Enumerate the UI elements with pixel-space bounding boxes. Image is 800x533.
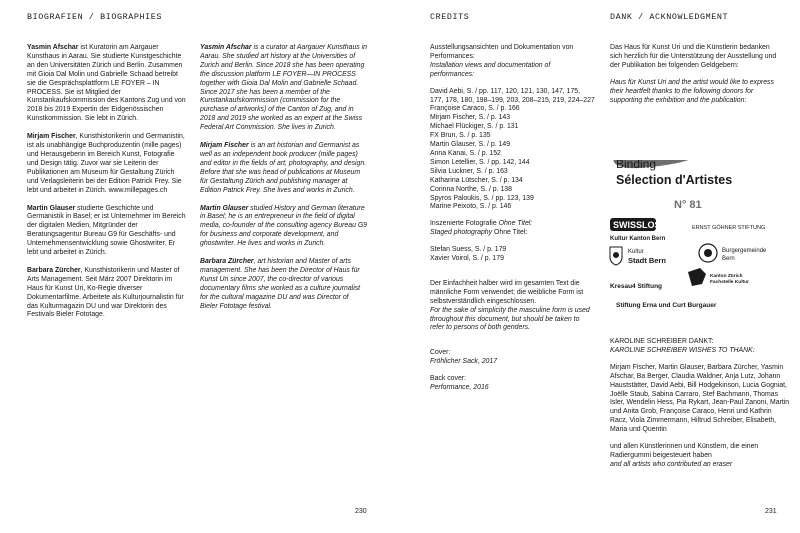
bio-de-zuercher: Barbara Zürcher, Kunsthistorikerin und Master of Arts Management. Seit März 2007 Direktorin im Haus für Kunst Uri, Ko-Regie diverser Dokumentarfilme. Arbeitete als Kulturjournalistin für das Kulturmagazin DU und war Direktorin des Festivals Bieler Fototage. xyxy=(27,266,184,319)
cover-value: Fröhlicher Sack, 2017 xyxy=(430,358,498,366)
bio-en-glauser: Martin Glauser studied History and German literature in Basel; he is an entrepreneur in the field of digital media, co-founder of the consulting agency Bureau G9 for business and corporate development, and ghostwriter. He lives and works in Zurich. xyxy=(200,204,368,248)
credit-entry: Katharina Lütscher, S. / p. 134 xyxy=(430,176,523,184)
biographies-heading: BIOGRAFIEN / BIOGRAPHIES xyxy=(27,12,163,22)
thanks-people xyxy=(610,338,790,470)
credit-entry: FX Brun, S. / p. 135 xyxy=(430,132,491,140)
thanks-intro-de: Das Haus für Kunst Uri und die Künstlerin bedanken sich herzlich für die Unterstützung der Ausstellung und der Publikation bei folgenden Geldgebern: xyxy=(610,44,777,69)
biographies-english-column xyxy=(200,44,368,320)
donor-logos xyxy=(608,160,793,325)
bio-de-afschar: Yasmin Afschar ist Kuratorin am Aargauer Kunsthaus in Aarau. Sie studierte Kunstgeschichte an den Universitäten Zürich und Berlin. Zusammen mit Gioia Dal Molin und Gabrielle Schaad betreibt sie die Gesprächsplattform LE FOYER – IN PROCESS. Sie ist Mitglied der Kunstankaufskommission des Kantons Zug und von 2018 bis 2019 Expertin der Eidgenössischen Kunstkommission. Sie lebt in Zürich. xyxy=(27,44,186,123)
biographies-german-column xyxy=(27,44,187,329)
kultur-label: Kultur xyxy=(628,249,644,255)
karoline-thanks-de: KAROLINE SCHREIBER DANKT: xyxy=(610,338,714,345)
thanks-names: Mirjam Fischer, Martin Glauser, Barbara Zürcher, Yasmin Afschar, Ba Berger, Claudia Waldner, Anja Lutz, Johann Hauststätter, David Aebi, Bill Hodgekinson, Lucia Gogniat, Joëlle Staub, Sabina Carraro, Stef Bachmann, Thomas Isler, Wendelin Hess, Pia Rykart, Jean-Paul Zanoni, Martin und Anita Grob, Françoise Caraco, Henri und Kathrin Racz, Viola Zimmermann, Hiltrud Schreiber, Elisabeth, Maria und Quentin xyxy=(610,363,790,434)
kanton-zurich-lion-icon xyxy=(688,268,706,286)
back-cover-label: Back cover: xyxy=(430,375,466,383)
credit-entry: Silvia Luckner, S. / p. 163 xyxy=(430,167,508,175)
fachstelle-kultur-label: Fachstelle Kultur xyxy=(710,280,749,285)
bio-en-zuercher: Barbara Zürcher, art historian and Master of arts management. She has been the Director of Haus für Kunst Uri since 2007, the co-director of various documentary films she worked as a culture journalist for the cultural magazine DU and was Director of Bieler Fototage festival. xyxy=(200,258,361,310)
back-cover-value: Performance, 2016 xyxy=(430,384,489,392)
bio-de-fischer: Mirjam Fischer, Kunsthistorikerin und Germanistin, ist als unabhängige Buchproduzentin (mille pages) und Herausgeberin im Bereich Kunst, Fotografie und Design tätig. Zuvor war sie Leiterin der Publikationen am Museum für Gestaltung Zürich und Verlagsleiterin bei der Edition Patrick Frey. Sie lebt und arbeitet in Zürich. www.millepages.ch xyxy=(27,133,185,194)
selection-logo-text: Sélection d'Artistes xyxy=(616,173,733,187)
karoline-thanks-en: KAROLINE SCHREIBER WISHES TO THANK: xyxy=(610,346,755,354)
bio-de-glauser: Martin Glauser studierte Geschichte und Germanistik in Basel; er ist Unternehmer im Bereich der digitalen Medien, Mitgründer der Beratungsagentur Bureau G9 für Geschäfts- und Unternehmensentwicklung sowie Ghostwriter. Er lebt und arbeitet in Zürich. xyxy=(27,204,186,257)
goehner-logo-text: ERNST GÖHNER STIFTUNG xyxy=(692,225,766,231)
burgergemeinde-bern-label: Bern xyxy=(722,256,735,262)
credit-entry: Michael Flückiger, S. / p. 131 xyxy=(430,123,519,131)
kanton-zurich-label: Kanton Zürich xyxy=(710,274,743,279)
page-number-right: 231 xyxy=(765,508,777,515)
thanks-intro xyxy=(610,44,780,105)
staged-photography-de: Inszenierte Fotografie Ohne Titel: xyxy=(430,220,533,228)
gender-note-de: Der Einfachheit halber wird im gesamten Text die männliche Form verwendet; die weibliche Form ist selbstverständlich eingeschlossen. xyxy=(430,279,584,305)
credit-entry: Françoise Caraco, S. / p. 166 xyxy=(430,105,520,113)
burgergemeinde-label: Burgergemeinde xyxy=(722,248,767,254)
closing-de: und allen Künstlerinnen und Künstlern, die einen Radiergummi beigesteuert haben xyxy=(610,443,759,459)
credits-column xyxy=(430,44,595,393)
credit-entry: Spyros Paloukis, S. / pp. 123, 139 xyxy=(430,194,534,202)
erna-curt-burgauer-label: Stiftung Erna und Curt Burgauer xyxy=(616,302,717,309)
bio-en-afschar: Yasmin Afschar is a curator at Aargauer Kunsthaus in Aarau. She studied art history at the Universities of Zurich and Berlin. Since 2018 she has been operating the discussion platform LE FOYER—IN PROCESS together with Gioia Dal Molin and Gabrielle Schaad. Since 2017 she has been a member of the Kunstankaufskommission (commission for the purchase of artworks) of the Canton of Zug, and in 2018 and 2019 she worked as an expert at the Swiss Federal Art Commission. She lives in Zurich. xyxy=(200,44,368,132)
thanks-intro-en: Haus für Kunst Uri and the artist would like to express their heartfelt thanks to the following donors for supporting the exhibition and the publication: xyxy=(610,78,774,104)
credit-entry: 177, 178, 180, 198–199, 203, 208–215, 219, 224–227 xyxy=(430,96,595,104)
credits-heading: CREDITS xyxy=(430,12,470,22)
cover-label: Cover: xyxy=(430,349,451,357)
credits-list xyxy=(430,87,595,213)
credit-entry: Mirjam Fischer, S. / p. 143 xyxy=(430,114,511,122)
donor-logos-svg xyxy=(608,160,793,325)
kresau-label: Kresau4 Stiftung xyxy=(610,283,663,290)
credit-entry: Marine Peixoto, S. / p. 146 xyxy=(430,203,512,211)
thanks-heading: DANK / ACKNOWLEDGMENT xyxy=(610,12,729,22)
credit-entry: Corinna Northe, S. / p. 138 xyxy=(430,185,512,193)
page-number-left: 230 xyxy=(355,508,367,515)
swisslos-logo-text: SWISSLOS xyxy=(613,220,661,230)
credit-entry: David Aebi, S. / pp. 117, 120, 121, 130, 147, 175, xyxy=(430,87,581,95)
gender-note-en: For the sake of simplicity the masculine form is used throughout this document, but should be taken to refer to persons of both genders. xyxy=(430,306,590,332)
credit-entry: Simon Letellier, S. / pp. 142, 144 xyxy=(430,158,530,166)
credit-entry: Martin Glauser, S. / p. 149 xyxy=(430,141,511,149)
closing-en: and all artists who contributed an eraser xyxy=(610,460,733,468)
staged-credit: Stefan Suess, S. / p. 179 xyxy=(430,246,507,254)
credit-entry: Anna Kanai, S. / p. 152 xyxy=(430,149,501,157)
staged-credit: Xavier Voirol, S. / p. 179 xyxy=(430,255,504,263)
binding-number-text: N° 81 xyxy=(674,199,702,211)
stadt-bern-label: Stadt Bern xyxy=(628,256,666,265)
staged-photography-en: Staged photography Ohne Titel: xyxy=(430,229,528,237)
binding-logo-text: Binding xyxy=(616,160,657,171)
credits-intro-en: Installation views and documentation of performances: xyxy=(430,61,551,78)
credits-intro-de: Ausstellungsansichten und Dokumentation von Performances: xyxy=(430,44,574,60)
swisslos-subtitle: Kultur Kanton Bern xyxy=(610,236,666,242)
bio-en-fischer: Mirjam Fischer is an art historian and Germanist as well as an independent book producer (mille pages) and editor in the fields of art, photography, and design. Before that she was head of publications at Museum für Gestaltung Zürich and publishing manager at Edition Patrick Frey. She lives and works in Zurich. xyxy=(200,142,367,194)
